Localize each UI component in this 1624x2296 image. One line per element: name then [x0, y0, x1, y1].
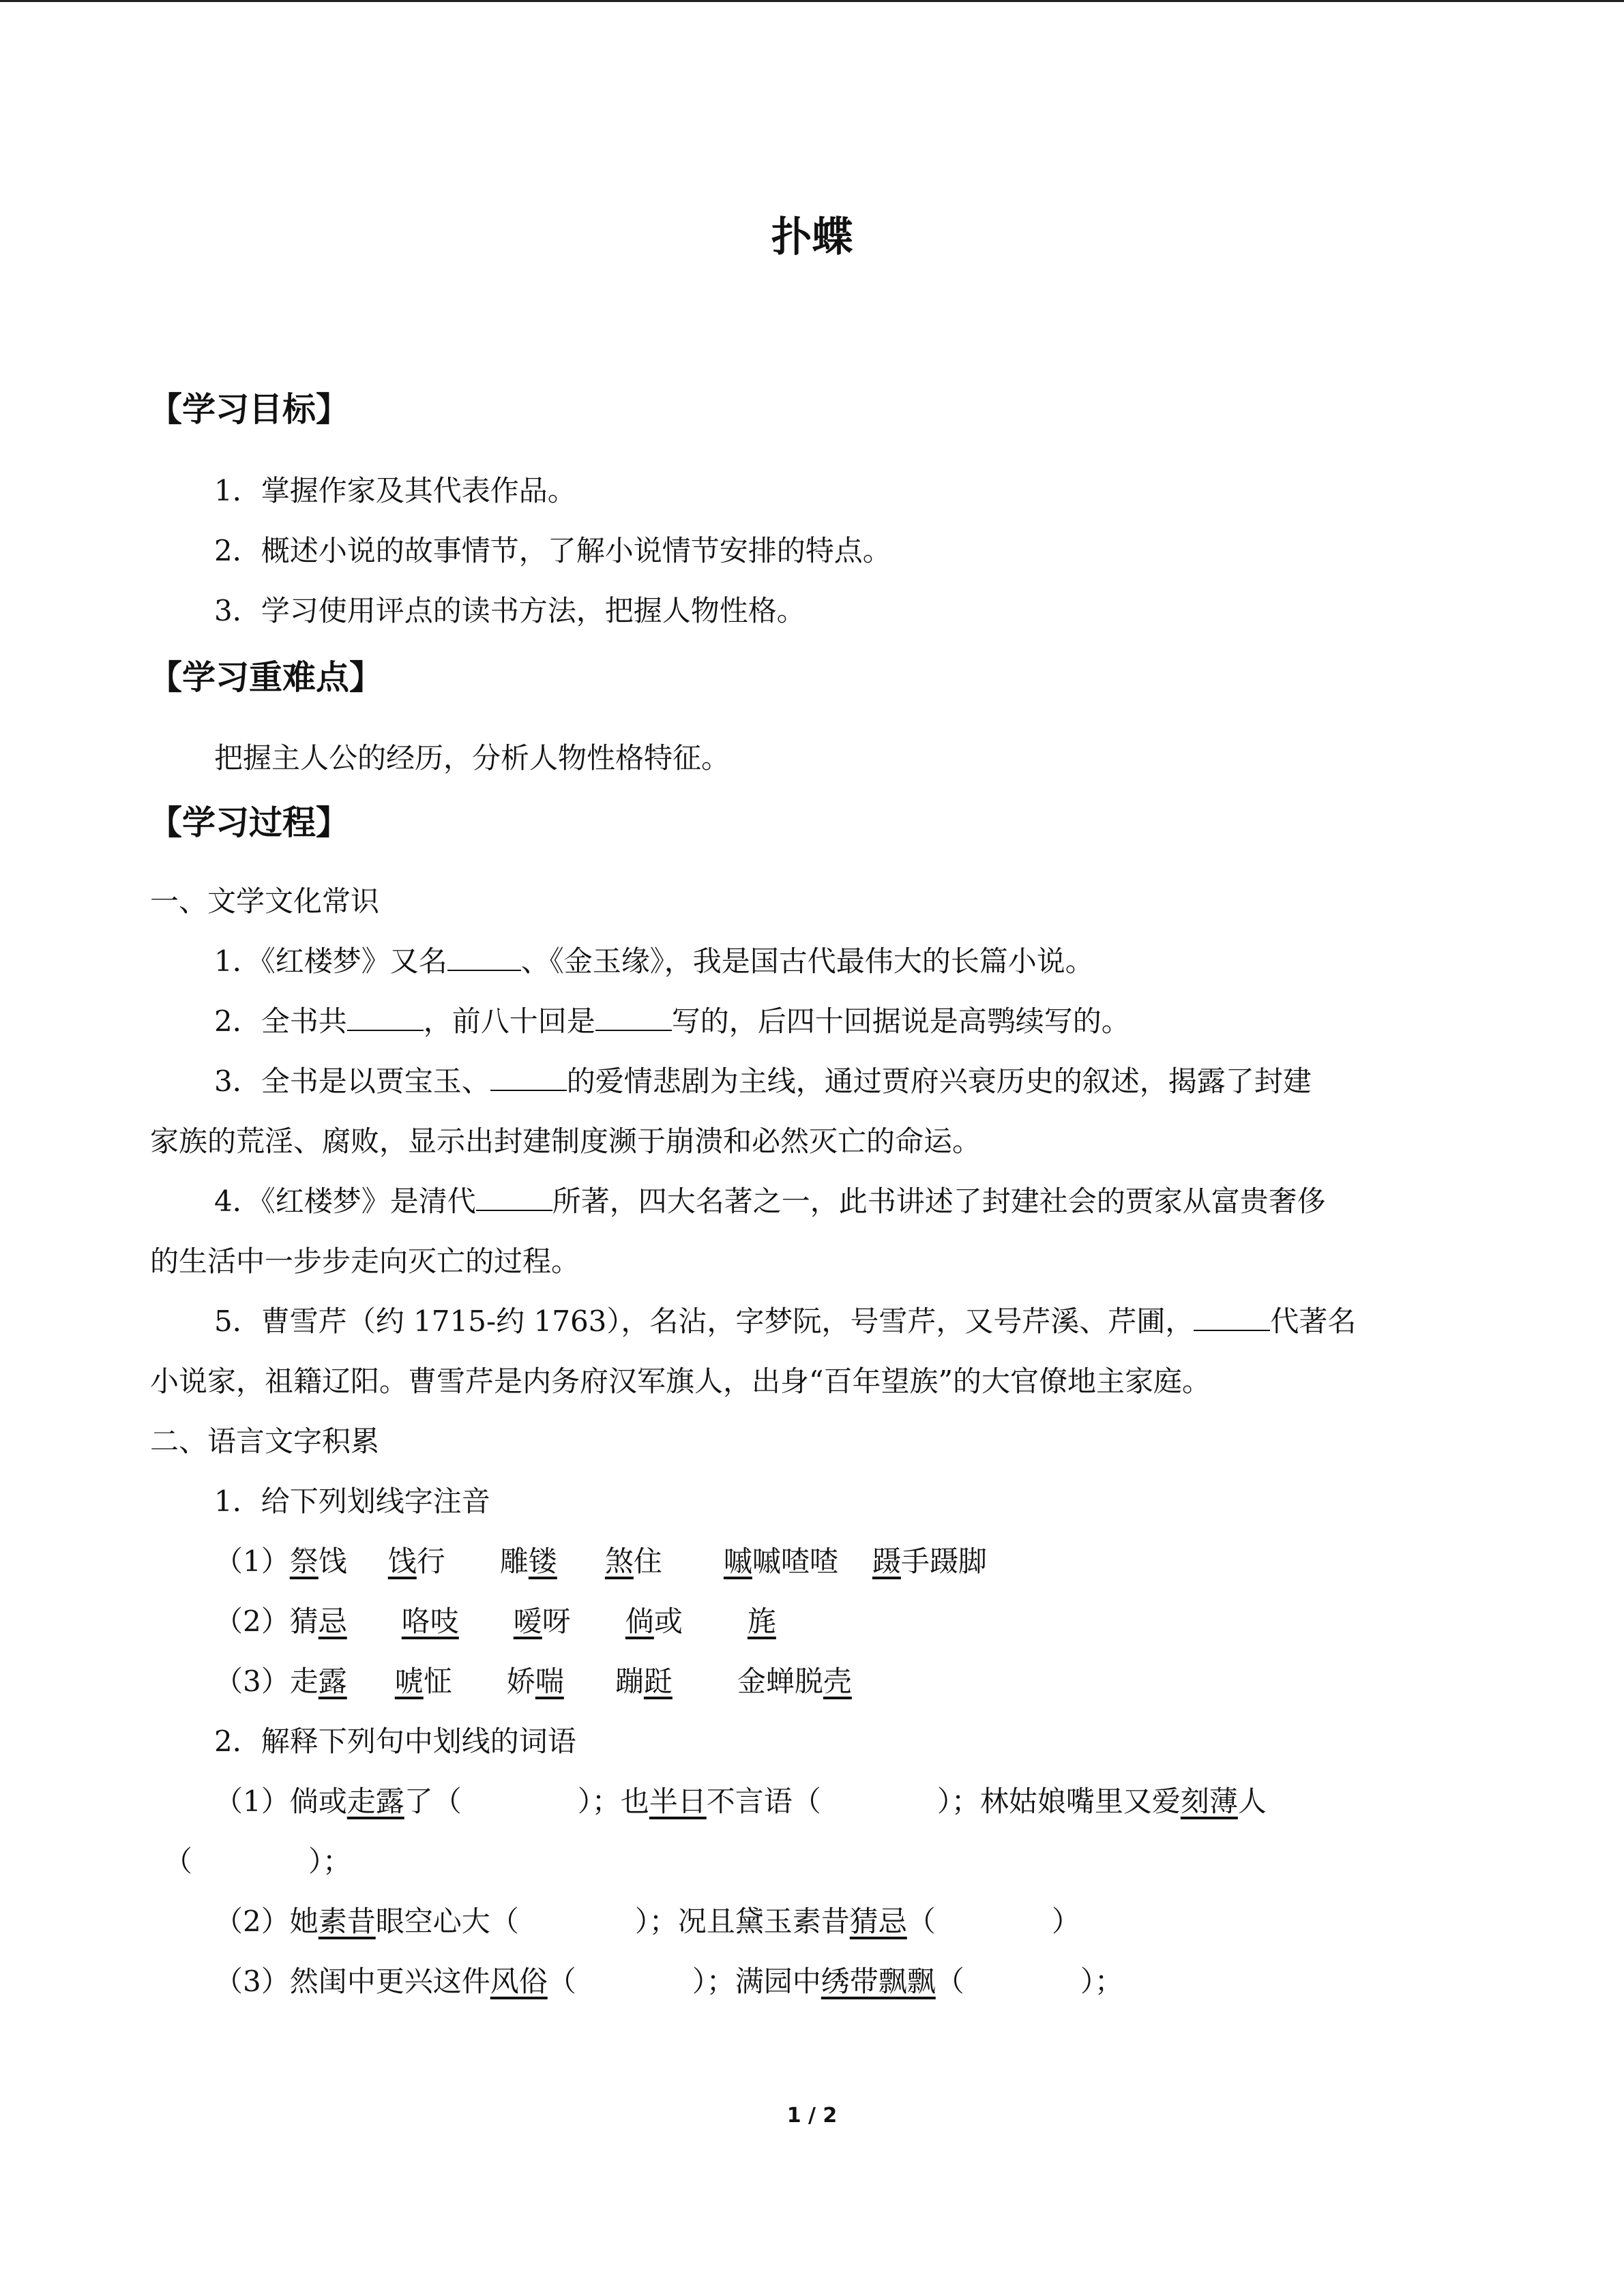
- pinyin-row-3: [150, 1652, 1551, 1712]
- e3-text-c: （: [547, 1965, 576, 1998]
- q2-text-a: 2．全书共: [214, 1004, 347, 1038]
- row1-word-6-u: 蹑: [872, 1545, 901, 1578]
- pinyin-row-1: [150, 1532, 1551, 1592]
- page-title: 扑蝶: [771, 213, 853, 261]
- e1-text-d: ）；也: [577, 1785, 649, 1818]
- row3-word-5-rest: 金蝉脱: [737, 1665, 823, 1698]
- question-2: [150, 992, 1551, 1052]
- key-point-text: 把握主人公的经历，分析人物性格特征。: [214, 741, 730, 775]
- e1-text-a: （1）倘或: [214, 1785, 347, 1818]
- row2-word-3-u: 嗳: [513, 1605, 542, 1638]
- task-2-heading: 2．解释下列句中划线的词语: [214, 1725, 576, 1758]
- row3-word-2-u: 唬: [394, 1665, 424, 1698]
- row3-word-3-u: 喘: [535, 1665, 564, 1698]
- e2-text-f: （: [906, 1905, 936, 1938]
- q1-text-b: 、《金玉缘》，我是国古代最伟大的长篇小说。: [520, 944, 1094, 978]
- explain-1-line-2: [150, 1832, 1501, 1892]
- row1-word-3-rest: 雕: [499, 1545, 529, 1578]
- row1-word-3-u: 镂: [528, 1545, 557, 1578]
- e3-term-1: 风俗: [490, 1965, 548, 1998]
- part1-heading: 一、文学文化常识: [150, 884, 380, 918]
- e2-text-g: ）: [1051, 1905, 1080, 1938]
- e3-text-a: （3）然闺中更兴这件: [214, 1965, 490, 1998]
- row1-word-4-u: 煞: [604, 1545, 634, 1578]
- row2-word-3-rest: 呀: [542, 1605, 571, 1638]
- row3-word-1-u: 露: [318, 1665, 347, 1698]
- row2-word-1-u: 忌: [318, 1605, 347, 1638]
- task-1-heading: 1．给下列划线字注音: [214, 1485, 490, 1518]
- e1-text-j: （: [164, 1845, 193, 1878]
- row3-word-4-u: 跹: [643, 1665, 673, 1698]
- question-5-line-1: [150, 1292, 1551, 1352]
- e2-term-1: 素昔: [318, 1905, 376, 1938]
- e2-text-d: ）；况且黛玉素昔: [634, 1905, 850, 1938]
- q1-blank: [447, 949, 521, 971]
- e1-text-k: ）；: [308, 1845, 352, 1878]
- q3-text-b: 的爱情悲剧为主线，通过贾府兴衰历史的叙述，揭露了封建: [566, 1064, 1312, 1098]
- question-3-line-1: [150, 1052, 1551, 1112]
- e3-text-f: （: [935, 1965, 964, 1998]
- row1-word-1-rest: 饯: [318, 1545, 347, 1578]
- goal-item-3: 3．学习使用评点的读书方法，把握人物性格。: [214, 594, 806, 627]
- row2-word-5-u: 旄: [747, 1605, 776, 1638]
- e1-text-g: ）；林姑娘嘴里又爱: [936, 1785, 1181, 1818]
- e3-text-g: ）；: [1080, 1965, 1123, 1998]
- page-number: 1 / 2: [786, 2104, 838, 2128]
- row1-label: （1）: [214, 1545, 290, 1578]
- e3-text-d: ）；满园中: [692, 1965, 821, 1998]
- question-4-line-1: [150, 1172, 1551, 1232]
- part2-heading: 二、语言文字积累: [150, 1425, 380, 1458]
- q4-blank: [476, 1189, 552, 1211]
- explain-2: [150, 1892, 1551, 1952]
- goal-item-1: 1．掌握作家及其代表作品。: [214, 474, 576, 507]
- q1-text-a: 1．《红楼梦》又名: [214, 944, 447, 978]
- e2-term-2: 猜忌: [849, 1905, 907, 1938]
- e1-term-3: 刻薄: [1180, 1785, 1238, 1818]
- q2-text-b: ，前八十回是: [423, 1004, 595, 1038]
- pinyin-row-2: [150, 1592, 1551, 1652]
- question-5-line-2: 小说家，祖籍辽阳。曹雪芹是内务府汉军旗人，出身“百年望族”的大官僚地主家庭。: [150, 1365, 1211, 1398]
- row1-word-4-rest: 住: [633, 1545, 662, 1578]
- q2-blank-1: [347, 1009, 424, 1031]
- section-process-heading: 【学习过程】: [149, 803, 350, 842]
- e1-text-f: 不言语（: [706, 1785, 821, 1818]
- q5-blank: [1194, 1309, 1270, 1331]
- row1-word-5-rest: 嘁喳喳: [752, 1545, 838, 1578]
- row2-word-2-u: 咯吱: [401, 1605, 459, 1638]
- section-goals-heading: 【学习目标】: [149, 390, 350, 429]
- q4-text-a: 4．《红楼梦》是清代: [214, 1184, 476, 1218]
- row1-word-2-u: 饯: [387, 1545, 417, 1578]
- row1-word-5-u: 嘁: [723, 1545, 752, 1578]
- row3-word-2-rest: 怔: [423, 1665, 452, 1698]
- e2-text-c: 眼空心大（: [375, 1905, 519, 1938]
- e1-term-1: 走露: [346, 1785, 404, 1818]
- e2-text-a: （2）她: [214, 1905, 319, 1938]
- row1-word-2-rest: 行: [416, 1545, 445, 1578]
- q5-text-b: 代著名: [1270, 1304, 1357, 1338]
- e1-text-c: 了（: [404, 1785, 462, 1818]
- explain-1-line-1: [150, 1772, 1551, 1832]
- row2-word-4-rest: 或: [653, 1605, 683, 1638]
- row2-word-1-rest: （2）猜: [214, 1605, 319, 1638]
- q3-blank: [490, 1069, 567, 1091]
- section-key-heading: 【学习重难点】: [149, 658, 383, 697]
- q2-text-c: 写的，后四十回据说是高鹗续写的。: [671, 1004, 1130, 1038]
- row3-word-3-rest: 娇: [506, 1665, 535, 1698]
- e1-term-2: 半日: [649, 1785, 707, 1818]
- row1-word-1-u: 祭: [289, 1545, 319, 1578]
- row3-word-5-u: 壳: [823, 1665, 852, 1698]
- row3-word-4-rest: 蹦: [615, 1665, 644, 1698]
- q3-text-a: 3．全书是以贾宝玉、: [214, 1064, 490, 1098]
- row3-word-1-rest: （3）走: [214, 1665, 319, 1698]
- e1-text-i: 人: [1237, 1785, 1267, 1818]
- q4-text-b: 所著，四大名著之一，此书讲述了封建社会的贾家从富贵奢侈: [552, 1184, 1326, 1218]
- row1-word-6-rest: 手蹑脚: [900, 1545, 987, 1578]
- e3-term-2: 绣带飘飘: [821, 1965, 936, 1998]
- q2-blank-2: [595, 1009, 672, 1031]
- goal-item-2: 2．概述小说的故事情节，了解小说情节安排的特点。: [214, 534, 891, 567]
- page-top-border: [0, 0, 1624, 2]
- row2-word-4-u: 倘: [625, 1605, 654, 1638]
- question-1: [150, 931, 1551, 992]
- question-4-line-2: 的生活中一步步走向灭亡的过程。: [150, 1244, 580, 1278]
- explain-3: [150, 1952, 1551, 2012]
- question-3-line-2: 家族的荒淫、腐败，显示出封建制度濒于崩溃和必然灭亡的命运。: [150, 1124, 981, 1158]
- q5-text-a: 5．曹雪芹（约 1715-约 1763），名沾，字梦阮，号雪芹，又号芹溪、芹圃，: [214, 1304, 1194, 1338]
